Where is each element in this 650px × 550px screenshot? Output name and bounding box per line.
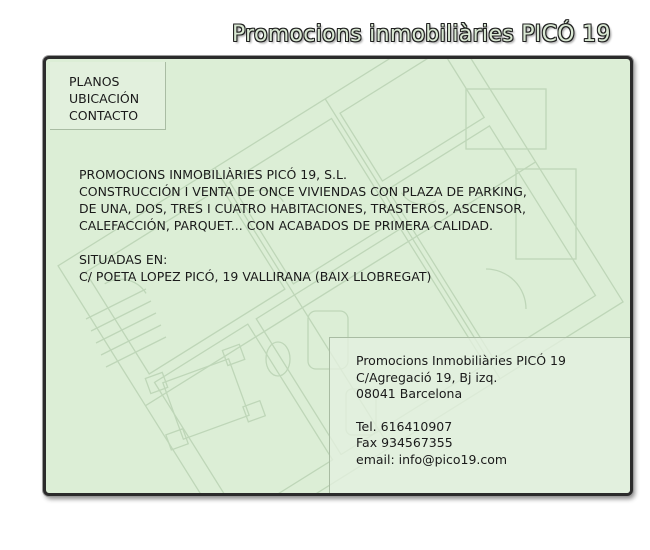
nav-link-contacto[interactable]: CONTACTO [69,108,139,123]
location-label: SITUADAS EN: [79,252,168,267]
description-line: CONSTRUCCIÓN I VENTA DE ONCE VIVIENDAS CON PLAZA DE PARKING, [79,184,527,199]
main-panel [43,56,633,496]
contact-fax: Fax 934567355 [356,435,453,451]
description-block [79,166,619,285]
contact-box [329,337,633,496]
contact-city: 08041 Barcelona [356,386,463,402]
contact-company: Promocions Inmobiliàries PICÓ 19 [356,353,566,368]
nav-link-ubicacion[interactable]: UBICACIÓN [69,91,140,106]
description-line: DE UNA, DOS, TRES I CUATRO HABITACIONES, TRASTEROS, ASCENSOR, [79,201,526,216]
contact-phone: Tel. 616410907 [356,418,453,434]
description-line: CALEFACCIÓN, PARQUET... CON ACABADOS DE PRIMERA CALIDAD. [79,218,493,233]
site-title: Promocions inmobiliàries PICÓ 19 [232,22,611,47]
contact-email[interactable]: email: info@pico19.com [356,451,508,467]
nav-link-planos[interactable]: PLANOS [69,74,120,89]
contact-address: C/Agregació 19, Bj izq. [356,369,498,385]
location-address: C/ POETA LOPEZ PICÓ, 19 VALLIRANA (BAIX LLOBREGAT) [79,269,432,284]
nav-menu [50,62,166,130]
company-name: PROMOCIONS INMOBILIÀRIES PICÓ 19, S.L. [79,167,347,182]
